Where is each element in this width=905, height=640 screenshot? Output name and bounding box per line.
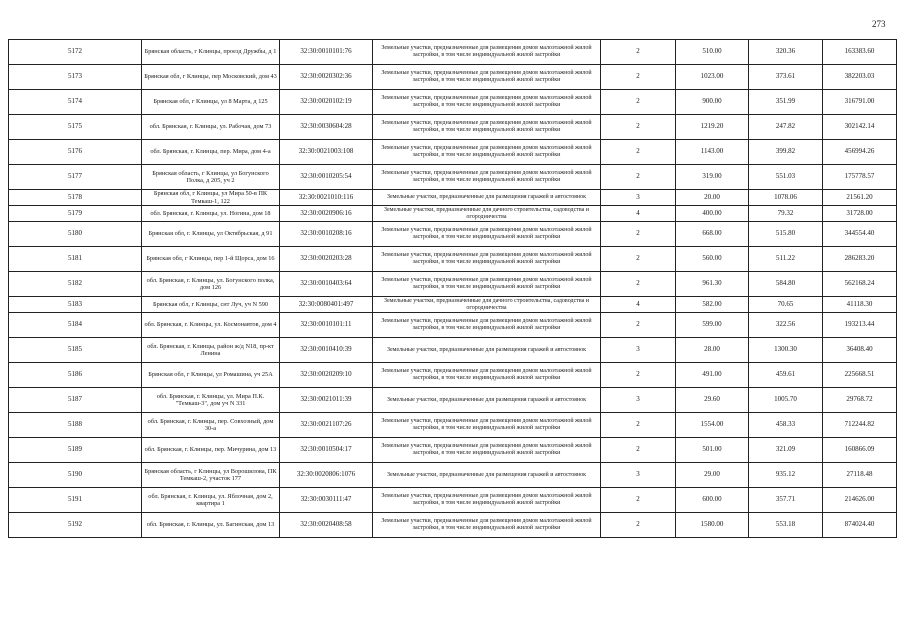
area-cell: 1554.00 [676, 413, 749, 438]
cadastral-number-cell: 32:30:0080401:497 [280, 297, 373, 313]
group-cell: 2 [601, 272, 676, 297]
land-purpose-cell: Земельные участки, предназначенные для размещения гаражей и автостоянок [373, 338, 601, 363]
table-row [9, 513, 897, 538]
specific-value-cell: 1005.70 [749, 388, 823, 413]
land-purpose-cell: Земельные участки, предназначенные для размещения гаражей и автостоянок [373, 388, 601, 413]
cadastral-number-cell: 32:30:0020209:10 [280, 363, 373, 388]
cadastral-value-cell: 160866.09 [823, 438, 897, 463]
group-cell: 2 [601, 413, 676, 438]
row-number-cell: 5178 [9, 190, 142, 206]
specific-value-cell: 553.18 [749, 513, 823, 538]
land-purpose-cell: Земельные участки, предназначенные для размещения домов малоэтажной жилой застройки, в том числе индивидуальной жилой застройки [373, 165, 601, 190]
table-row [9, 313, 897, 338]
table-row [9, 206, 897, 222]
address-cell: обл. Брянская, г. Клинцы, ул. Яблочная, дом 2, квартира 1 [142, 488, 280, 513]
table-row [9, 165, 897, 190]
cadastral-number-cell: 32:30:0010504:17 [280, 438, 373, 463]
specific-value-cell: 351.99 [749, 90, 823, 115]
specific-value-cell: 373.61 [749, 65, 823, 90]
row-number-cell: 5177 [9, 165, 142, 190]
row-number-cell: 5185 [9, 338, 142, 363]
cadastral-number-cell: 32:30:0030604:28 [280, 115, 373, 140]
row-number-cell: 5189 [9, 438, 142, 463]
cadastral-value-cell: 286283.20 [823, 247, 897, 272]
row-number-cell: 5175 [9, 115, 142, 140]
specific-value-cell: 458.33 [749, 413, 823, 438]
area-cell: 501.00 [676, 438, 749, 463]
group-cell: 3 [601, 190, 676, 206]
group-cell: 2 [601, 247, 676, 272]
cadastral-number-cell: 32:30:0020906:16 [280, 206, 373, 222]
cadastral-value-cell: 874024.40 [823, 513, 897, 538]
land-purpose-cell: Земельные участки, предназначенные для размещения гаражей и автостоянок [373, 190, 601, 206]
land-purpose-cell: Земельные участки, предназначенные для размещения домов малоэтажной жилой застройки, в том числе индивидуальной жилой застройки [373, 438, 601, 463]
cadastral-number-cell: 32:30:0020302:36 [280, 65, 373, 90]
cadastral-number-cell: 32:30:0021011:39 [280, 388, 373, 413]
address-cell: обл. Брянская, г. Клинцы, ул. Мира П.К. "Темкаш-3", дом уч N 331 [142, 388, 280, 413]
group-cell: 2 [601, 115, 676, 140]
cadastral-value-cell: 712244.82 [823, 413, 897, 438]
land-purpose-cell: Земельные участки, предназначенные для размещения гаражей и автостоянок [373, 463, 601, 488]
table-row [9, 297, 897, 313]
area-cell: 20.00 [676, 190, 749, 206]
cadastral-number-cell: 32:30:0021010:116 [280, 190, 373, 206]
group-cell: 3 [601, 338, 676, 363]
table-row [9, 272, 897, 297]
specific-value-cell: 511.22 [749, 247, 823, 272]
cadastral-number-cell: 32:30:0010101:11 [280, 313, 373, 338]
row-number-cell: 5181 [9, 247, 142, 272]
specific-value-cell: 320.36 [749, 40, 823, 65]
table-row [9, 413, 897, 438]
row-number-cell: 5183 [9, 297, 142, 313]
specific-value-cell: 584.80 [749, 272, 823, 297]
address-cell: Брянская область, г Клинцы, проезд Дружбы, д 1 [142, 40, 280, 65]
cadastral-number-cell: 32:30:0010403:64 [280, 272, 373, 297]
specific-value-cell: 322.56 [749, 313, 823, 338]
cadastral-value-cell: 193213.44 [823, 313, 897, 338]
area-cell: 599.00 [676, 313, 749, 338]
cadastral-value-cell: 175778.57 [823, 165, 897, 190]
table-row [9, 115, 897, 140]
row-number-cell: 5191 [9, 488, 142, 513]
area-cell: 668.00 [676, 222, 749, 247]
table-row [9, 140, 897, 165]
address-cell: обл. Брянская, г. Клинцы, пер. Мира, дом 4-а [142, 140, 280, 165]
row-number-cell: 5172 [9, 40, 142, 65]
address-cell: обл. Брянская, г. Клинцы, район ж/д N18, пр-кт Ленина [142, 338, 280, 363]
specific-value-cell: 70.65 [749, 297, 823, 313]
cadastral-value-cell: 163383.60 [823, 40, 897, 65]
cadastral-number-cell: 32:30:0021107:26 [280, 413, 373, 438]
cadastral-number-cell: 32:30:0020408:58 [280, 513, 373, 538]
area-cell: 961.30 [676, 272, 749, 297]
cadastral-value-table [8, 39, 897, 538]
address-cell: обл. Брянская, г. Клинцы, ул. Космонавтов, дом 4 [142, 313, 280, 338]
cadastral-number-cell: 32:30:0010205:54 [280, 165, 373, 190]
table-row [9, 363, 897, 388]
specific-value-cell: 1300.30 [749, 338, 823, 363]
area-cell: 1143.00 [676, 140, 749, 165]
row-number-cell: 5190 [9, 463, 142, 488]
specific-value-cell: 551.03 [749, 165, 823, 190]
cadastral-value-cell: 562168.24 [823, 272, 897, 297]
row-number-cell: 5184 [9, 313, 142, 338]
address-cell: обл. Брянская, г. Клинцы, ул. Багинская, дом 13 [142, 513, 280, 538]
cadastral-number-cell: 32:30:0020806:1076 [280, 463, 373, 488]
row-number-cell: 5180 [9, 222, 142, 247]
cadastral-number-cell: 32:30:0010101:76 [280, 40, 373, 65]
land-purpose-cell: Земельные участки, предназначенные для размещения домов малоэтажной жилой застройки, в том числе индивидуальной жилой застройки [373, 363, 601, 388]
specific-value-cell: 399.82 [749, 140, 823, 165]
row-number-cell: 5179 [9, 206, 142, 222]
area-cell: 510.00 [676, 40, 749, 65]
table-row [9, 90, 897, 115]
land-purpose-cell: Земельные участки, предназначенные для дачного строительства, садоводства и огородничества [373, 206, 601, 222]
address-cell: Брянская область, г Клинцы, ул Ворошилова, ПК Темкаш-2, участок 177 [142, 463, 280, 488]
page-number: 273 [872, 19, 886, 29]
table-body [9, 40, 897, 538]
area-cell: 582.00 [676, 297, 749, 313]
table-row [9, 65, 897, 90]
table-row [9, 438, 897, 463]
address-cell: Брянская обл, г Клинцы, ул 8 Марта, д 125 [142, 90, 280, 115]
specific-value-cell: 79.32 [749, 206, 823, 222]
land-purpose-cell: Земельные участки, предназначенные для размещения домов малоэтажной жилой застройки, в том числе индивидуальной жилой застройки [373, 90, 601, 115]
area-cell: 560.00 [676, 247, 749, 272]
group-cell: 2 [601, 40, 676, 65]
land-purpose-cell: Земельные участки, предназначенные для размещения домов малоэтажной жилой застройки, в том числе индивидуальной жилой застройки [373, 115, 601, 140]
area-cell: 400.00 [676, 206, 749, 222]
area-cell: 900.00 [676, 90, 749, 115]
group-cell: 3 [601, 388, 676, 413]
cadastral-number-cell: 32:30:0020102:19 [280, 90, 373, 115]
specific-value-cell: 459.61 [749, 363, 823, 388]
group-cell: 2 [601, 488, 676, 513]
address-cell: Брянская обл, г Клинцы, ул Ромашина, уч 25А [142, 363, 280, 388]
cadastral-value-cell: 214626.00 [823, 488, 897, 513]
cadastral-value-cell: 21561.20 [823, 190, 897, 206]
group-cell: 2 [601, 90, 676, 115]
specific-value-cell: 1078.06 [749, 190, 823, 206]
cadastral-value-cell: 382203.03 [823, 65, 897, 90]
cadastral-value-cell: 29768.72 [823, 388, 897, 413]
area-cell: 28.00 [676, 338, 749, 363]
address-cell: Брянская область, г Клинцы, ул Богунского Полка, д 205, уч 2 [142, 165, 280, 190]
area-cell: 600.00 [676, 488, 749, 513]
area-cell: 1023.00 [676, 65, 749, 90]
group-cell: 2 [601, 313, 676, 338]
land-purpose-cell: Земельные участки, предназначенные для размещения домов малоэтажной жилой застройки, в том числе индивидуальной жилой застройки [373, 272, 601, 297]
specific-value-cell: 357.71 [749, 488, 823, 513]
cadastral-value-cell: 225668.51 [823, 363, 897, 388]
address-cell: обл. Брянская, г. Клинцы, пер. Совхозный, дом 30-а [142, 413, 280, 438]
row-number-cell: 5176 [9, 140, 142, 165]
address-cell: Брянская обл, г Клинцы, пер 1-й Щорса, дом 16 [142, 247, 280, 272]
area-cell: 29.60 [676, 388, 749, 413]
cadastral-value-cell: 31728.00 [823, 206, 897, 222]
land-purpose-cell: Земельные участки, предназначенные для размещения домов малоэтажной жилой застройки, в том числе индивидуальной жилой застройки [373, 313, 601, 338]
table-row [9, 190, 897, 206]
row-number-cell: 5187 [9, 388, 142, 413]
address-cell: обл. Брянская, г. Клинцы, ул. Богунского полка, дом 126 [142, 272, 280, 297]
row-number-cell: 5192 [9, 513, 142, 538]
address-cell: Брянская обл, г Клинцы, ул Мира 50-в ПК Темкаш-1, 122 [142, 190, 280, 206]
specific-value-cell: 321.09 [749, 438, 823, 463]
group-cell: 2 [601, 222, 676, 247]
area-cell: 1219.20 [676, 115, 749, 140]
group-cell: 2 [601, 513, 676, 538]
land-purpose-cell: Земельные участки, предназначенные для размещения домов малоэтажной жилой застройки, в том числе индивидуальной жилой застройки [373, 222, 601, 247]
table-row [9, 338, 897, 363]
address-cell: обл. Брянская, г. Клинцы, пер. Мичурина, дом 13 [142, 438, 280, 463]
cadastral-number-cell: 32:30:0010410:39 [280, 338, 373, 363]
specific-value-cell: 935.12 [749, 463, 823, 488]
area-cell: 1580.00 [676, 513, 749, 538]
cadastral-value-cell: 456994.26 [823, 140, 897, 165]
table-row [9, 40, 897, 65]
area-cell: 319.00 [676, 165, 749, 190]
area-cell: 29.00 [676, 463, 749, 488]
cadastral-value-cell: 41118.30 [823, 297, 897, 313]
cadastral-number-cell: 32:30:0030111:47 [280, 488, 373, 513]
address-cell: Брянская обл, г. Клинцы, ул Октябрьская, д 91 [142, 222, 280, 247]
table-row [9, 463, 897, 488]
land-purpose-cell: Земельные участки, предназначенные для размещения домов малоэтажной жилой застройки, в том числе индивидуальной жилой застройки [373, 513, 601, 538]
cadastral-value-cell: 27118.48 [823, 463, 897, 488]
row-number-cell: 5174 [9, 90, 142, 115]
address-cell: обл. Брянская, г. Клинцы, ул. Ногина, дом 18 [142, 206, 280, 222]
address-cell: обл. Брянская, г. Клинцы, ул. Рабочая, дом 73 [142, 115, 280, 140]
land-purpose-cell: Земельные участки, предназначенные для размещения домов малоэтажной жилой застройки, в том числе индивидуальной жилой застройки [373, 65, 601, 90]
table-row [9, 247, 897, 272]
group-cell: 4 [601, 297, 676, 313]
cadastral-value-cell: 316791.00 [823, 90, 897, 115]
group-cell: 2 [601, 438, 676, 463]
specific-value-cell: 247.82 [749, 115, 823, 140]
address-cell: Брянская обл, г Клинцы, снт Луч, уч N 590 [142, 297, 280, 313]
group-cell: 4 [601, 206, 676, 222]
land-purpose-cell: Земельные участки, предназначенные для размещения домов малоэтажной жилой застройки, в том числе индивидуальной жилой застройки [373, 488, 601, 513]
cadastral-value-cell: 344554.40 [823, 222, 897, 247]
table-row [9, 488, 897, 513]
address-cell: Брянская обл, г Клинцы, пер Московский, дом 43 [142, 65, 280, 90]
group-cell: 2 [601, 65, 676, 90]
row-number-cell: 5182 [9, 272, 142, 297]
table-row [9, 388, 897, 413]
cadastral-value-cell: 302142.14 [823, 115, 897, 140]
group-cell: 2 [601, 140, 676, 165]
land-purpose-cell: Земельные участки, предназначенные для дачного строительства, садоводства и огородничества [373, 297, 601, 313]
specific-value-cell: 515.80 [749, 222, 823, 247]
land-purpose-cell: Земельные участки, предназначенные для размещения домов малоэтажной жилой застройки, в том числе индивидуальной жилой застройки [373, 413, 601, 438]
table-row [9, 222, 897, 247]
cadastral-number-cell: 32:30:0010208:16 [280, 222, 373, 247]
land-purpose-cell: Земельные участки, предназначенные для размещения домов малоэтажной жилой застройки, в том числе индивидуальной жилой застройки [373, 247, 601, 272]
group-cell: 2 [601, 165, 676, 190]
row-number-cell: 5186 [9, 363, 142, 388]
row-number-cell: 5173 [9, 65, 142, 90]
cadastral-value-cell: 36408.40 [823, 338, 897, 363]
cadastral-number-cell: 32:30:0020203:28 [280, 247, 373, 272]
land-purpose-cell: Земельные участки, предназначенные для размещения домов малоэтажной жилой застройки, в том числе индивидуальной жилой застройки [373, 140, 601, 165]
cadastral-number-cell: 32:30:0021003:108 [280, 140, 373, 165]
area-cell: 491.00 [676, 363, 749, 388]
row-number-cell: 5188 [9, 413, 142, 438]
group-cell: 3 [601, 463, 676, 488]
land-purpose-cell: Земельные участки, предназначенные для размещения домов малоэтажной жилой застройки, в том числе индивидуальной жилой застройки [373, 40, 601, 65]
group-cell: 2 [601, 363, 676, 388]
